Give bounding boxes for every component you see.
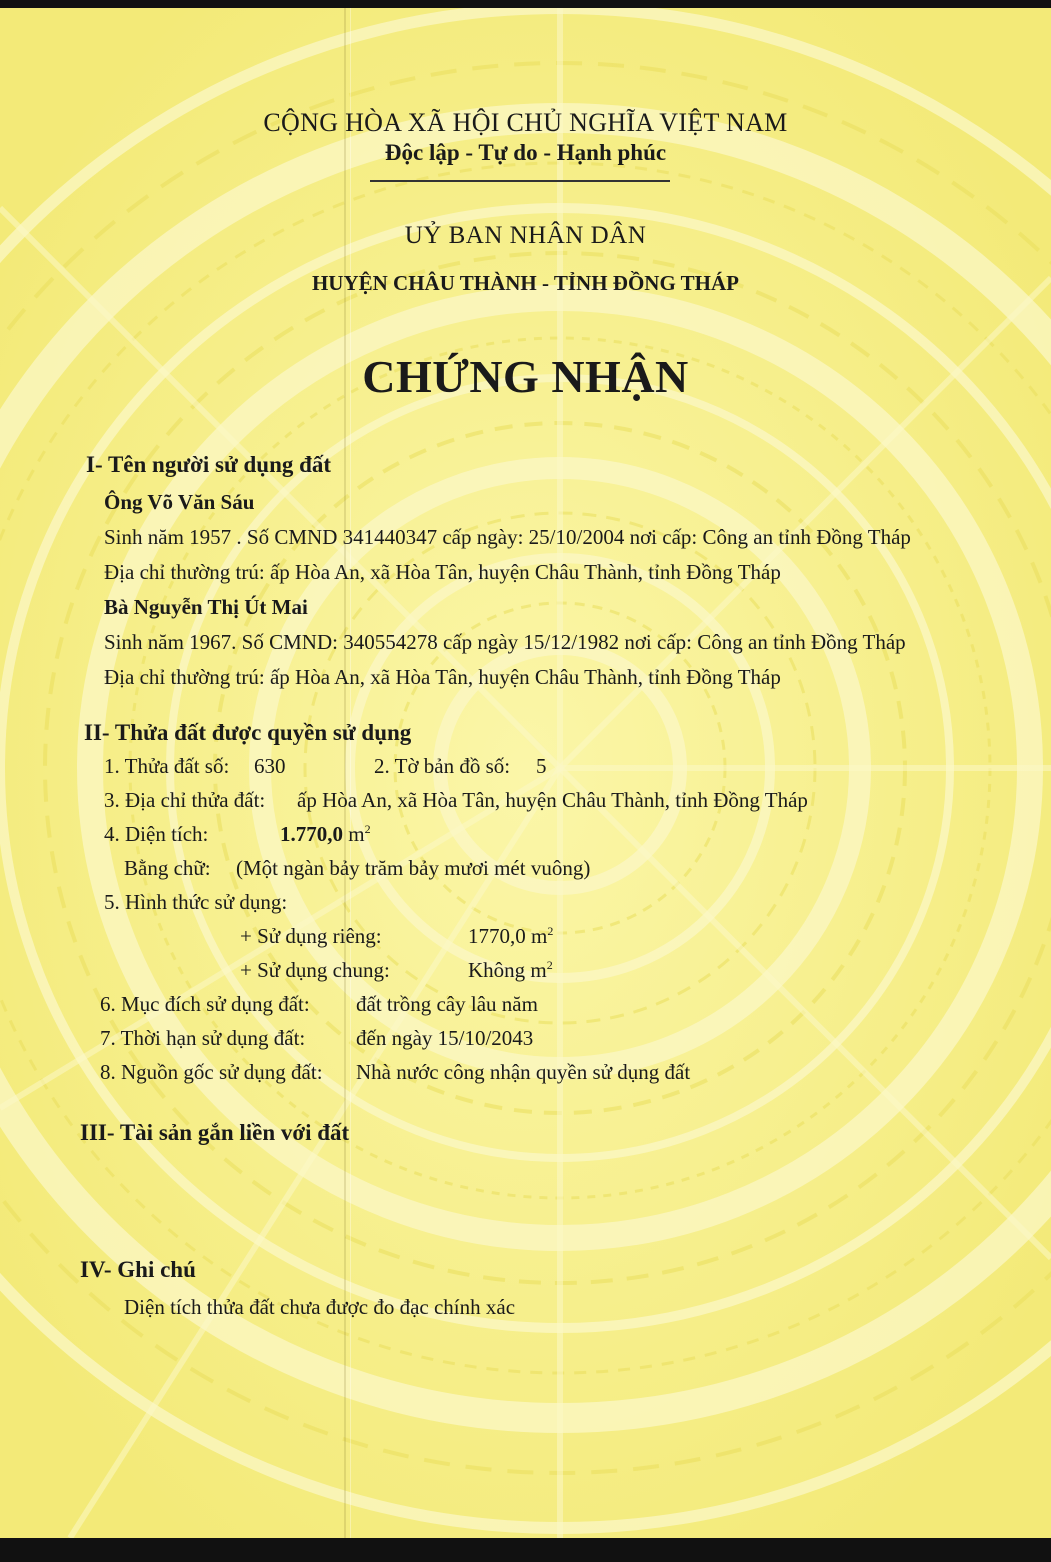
area-in-words-value: (Một ngàn bảy trăm bảy mươi mét vuông) — [236, 856, 591, 880]
section-2-heading: II- Thửa đất được quyền sử dụng — [84, 720, 412, 745]
section-4-heading: IV- Ghi chú — [80, 1257, 196, 1282]
shared-use-area: Không — [468, 958, 526, 982]
parcel-address-label: 3. Địa chỉ thửa đất: — [104, 788, 266, 812]
private-use-unit-power: 2 — [547, 924, 554, 938]
owner-2-address: Địa chỉ thường trú: ấp Hòa An, xã Hòa Tân, huyện Châu Thành, tỉnh Đồng Tháp — [104, 665, 781, 689]
private-use-area: 1770,0 — [468, 924, 526, 948]
bottom-border — [0, 1538, 1051, 1562]
header-divider — [370, 180, 670, 182]
area-unit: m — [348, 822, 365, 846]
owner-1-birth-id: Sinh năm 1957 . Số CMND 341440347 cấp ngày: 25/10/2004 nơi cấp: Công an tỉnh Đồng Tháp — [104, 525, 911, 549]
parcel-number-value: 630 — [254, 754, 286, 778]
owner-1-address: Địa chỉ thường trú: ấp Hòa An, xã Hòa Tân, huyện Châu Thành, tỉnh Đồng Tháp — [104, 560, 781, 584]
shared-use-unit: m — [530, 958, 547, 982]
shared-use-value — [468, 958, 553, 983]
area-in-words-label: Bằng chữ: — [124, 856, 211, 880]
private-use-value — [468, 924, 553, 949]
map-sheet-value: 5 — [536, 754, 547, 778]
country-name: CỘNG HÒA XÃ HỘI CHỦ NGHĨA VIỆT NAM — [263, 108, 788, 137]
land-origin-label: 8. Nguồn gốc sử dụng đất: — [100, 1060, 323, 1084]
national-motto: Độc lập - Tự do - Hạnh phúc — [384, 140, 667, 165]
certificate-page — [0, 8, 1051, 1538]
owner-2-birth-id: Sinh năm 1967. Số CMND: 340554278 cấp ngày 15/12/1982 nơi cấp: Công an tỉnh Đồng Tháp — [104, 630, 906, 654]
shared-use-label: + Sử dụng chung: — [240, 958, 390, 982]
parcel-address-value: ấp Hòa An, xã Hòa Tân, huyện Châu Thành, tỉnh Đồng Tháp — [297, 788, 808, 812]
document-title: CHỨNG NHẬN — [362, 351, 689, 402]
shared-use-unit-power: 2 — [546, 958, 553, 972]
owner-2-name: Bà Nguyễn Thị Út Mai — [104, 595, 308, 619]
usage-term-value: đến ngày 15/10/2043 — [356, 1026, 534, 1050]
top-border — [0, 0, 1051, 8]
area-number: 1.770,0 — [280, 822, 343, 846]
area-value — [280, 822, 371, 847]
issuing-district: HUYỆN CHÂU THÀNH - TỈNH ĐỒNG THÁP — [311, 271, 740, 295]
private-use-label: + Sử dụng riêng: — [240, 924, 382, 948]
note-text: Diện tích thửa đất chưa được đo đạc chính xác — [124, 1295, 516, 1319]
parcel-number-label: 1. Thửa đất số: — [104, 754, 230, 778]
owner-1-name: Ông Võ Văn Sáu — [104, 490, 255, 514]
area-unit-power: 2 — [364, 822, 371, 836]
area-label: 4. Diện tích: — [104, 822, 209, 846]
land-purpose-value: đất trồng cây lâu năm — [356, 992, 538, 1016]
issuing-authority: UỶ BAN NHÂN DÂN — [404, 222, 647, 249]
section-3-heading: III- Tài sản gắn liền với đất — [80, 1120, 350, 1145]
usage-term-label: 7. Thời hạn sử dụng đất: — [100, 1026, 306, 1050]
section-1-heading: I- Tên người sử dụng đất — [86, 452, 332, 477]
land-origin-value: Nhà nước công nhận quyền sử dụng đất — [356, 1060, 691, 1084]
map-sheet-label: 2. Tờ bản đồ số: — [374, 754, 511, 778]
usage-form-label: 5. Hình thức sử dụng: — [104, 890, 288, 914]
land-purpose-label: 6. Mục đích sử dụng đất: — [100, 992, 310, 1016]
private-use-unit: m — [531, 924, 548, 948]
